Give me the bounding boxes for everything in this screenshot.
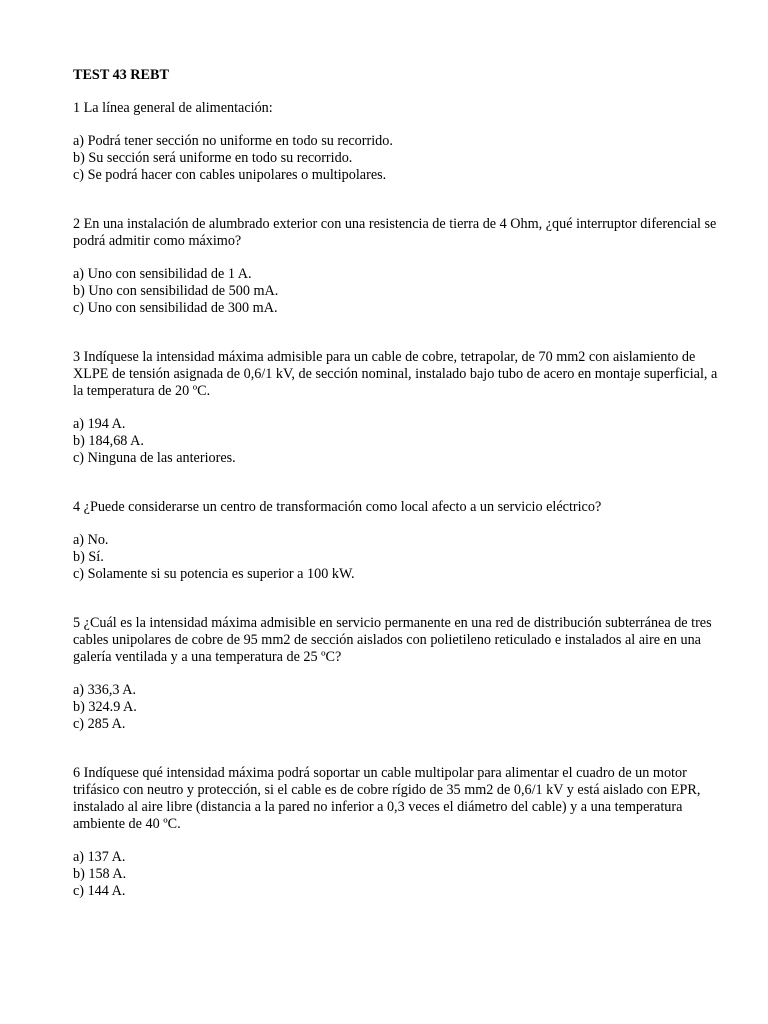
question-text: 6 Indíquese qué intensidad máxima podrá soportar un cable multipolar para alimentar el cuadro de un motor trifásico con neutro y protección, si el cable es de cobre rígido de 35 mm2 de 0,6/1 kV y está aislado con EPR, instalado al aire libre (distancia a la pared no inferior a 0,3 veces el diámetro del cable) y a una temperatura ambiente de 40 ºC. — [73, 765, 701, 832]
option-c: c) 144 A. — [73, 883, 126, 899]
question-3 — [73, 349, 723, 467]
option-list — [73, 682, 723, 733]
option-list — [73, 416, 723, 467]
option-list — [73, 266, 723, 317]
option-list — [73, 849, 723, 900]
option-b: b) Su sección será uniforme en todo su recorrido. — [73, 150, 353, 166]
question-1 — [73, 100, 723, 184]
option-b: b) 158 A. — [73, 866, 127, 882]
option-a: a) 194 A. — [73, 416, 126, 432]
document-page — [73, 67, 723, 916]
option-c: c) Uno con sensibilidad de 300 mA. — [73, 300, 278, 316]
option-c: c) 285 A. — [73, 716, 126, 732]
option-a: a) 336,3 A. — [73, 682, 137, 698]
option-a: a) 137 A. — [73, 849, 126, 865]
document-title: TEST 43 REBT — [73, 67, 169, 83]
question-6 — [73, 765, 723, 900]
question-text: 3 Indíquese la intensidad máxima admisible para un cable de cobre, tetrapolar, de 70 mm2 con aislamiento de XLPE de tensión asignada de 0,6/1 kV, de sección nominal, instalado bajo tubo de acero en montaje superficial, a la temperatura de 20 ºC. — [73, 349, 718, 399]
option-c: c) Ninguna de las anteriores. — [73, 450, 236, 466]
option-a: a) Uno con sensibilidad de 1 A. — [73, 266, 252, 282]
question-text: 1 La línea general de alimentación: — [73, 100, 273, 116]
option-b: b) 184,68 A. — [73, 433, 144, 449]
option-b: b) 324.9 A. — [73, 699, 137, 715]
option-c: c) Se podrá hacer con cables unipolares o multipolares. — [73, 167, 387, 183]
question-2 — [73, 216, 723, 317]
option-c: c) Solamente si su potencia es superior a 100 kW. — [73, 566, 355, 582]
option-list — [73, 133, 723, 184]
option-a: a) Podrá tener sección no uniforme en todo su recorrido. — [73, 133, 393, 149]
question-4 — [73, 499, 723, 583]
question-5 — [73, 615, 723, 733]
question-text: 5 ¿Cuál es la intensidad máxima admisible en servicio permanente en una red de distribución subterránea de tres cables unipolares de cobre de 95 mm2 de sección aislados con polietileno reticulado e instalados al aire en una galería ventilada y a una temperatura de 25 ºC? — [73, 615, 712, 665]
question-text: 2 En una instalación de alumbrado exterior con una resistencia de tierra de 4 Ohm, ¿qué interruptor diferencial se podrá admitir como máximo? — [73, 216, 717, 249]
question-text: 4 ¿Puede considerarse un centro de transformación como local afecto a un servicio eléctrico? — [73, 499, 602, 515]
option-b: b) Sí. — [73, 549, 104, 565]
option-a: a) No. — [73, 532, 109, 548]
option-b: b) Uno con sensibilidad de 500 mA. — [73, 283, 279, 299]
option-list — [73, 532, 723, 583]
